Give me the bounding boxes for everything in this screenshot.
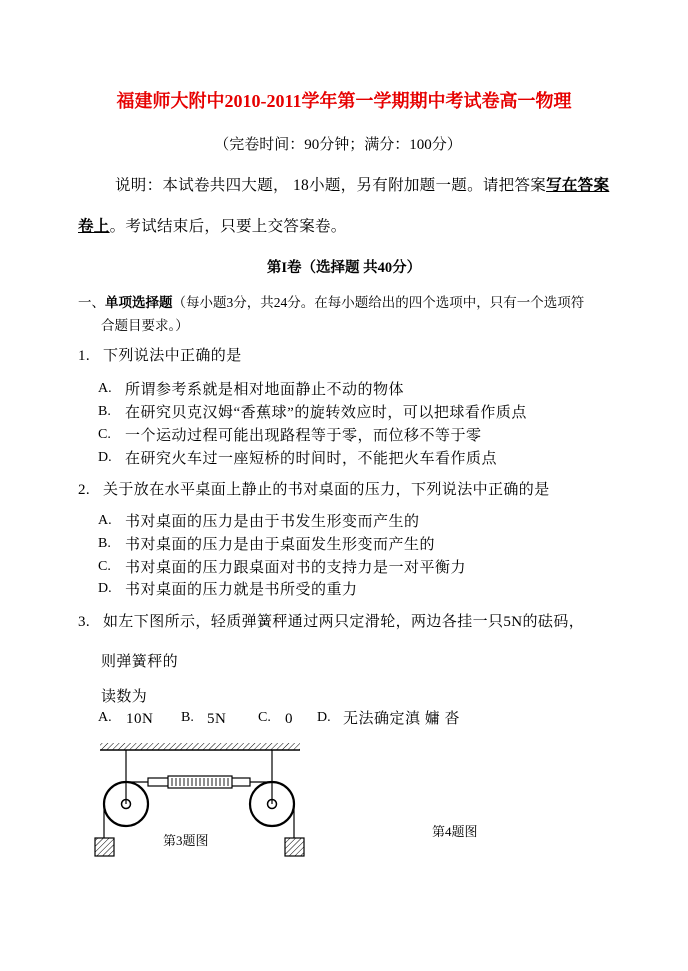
question-3-stem-cont-2: 读数为 <box>101 689 148 705</box>
option-text: 一个运动过程可能出现路程等于零，而位移不等于零 <box>125 428 482 444</box>
question-text: 如左下图所示，轻质弹簧秤通过两只定滑轮，两边各挂一只5N的砝码， <box>103 614 585 630</box>
question-text: 关于放在水平桌面上静止的书对桌面的压力，下列说法中正确的是 <box>103 482 550 498</box>
question-1-stem <box>78 347 242 365</box>
instructions-text-cont: 。考试结束后，只要上交答案卷。 <box>109 218 347 235</box>
question-3-stem <box>78 613 584 631</box>
right-weight <box>285 838 304 856</box>
question-text: 下列说法中正确的是 <box>103 348 242 364</box>
question-number: 1. <box>78 348 91 364</box>
option-letter: A. <box>98 710 112 725</box>
option-text: 书对桌面的压力是由于桌面发生形变而产生的 <box>125 537 436 553</box>
option-letter: C. <box>258 710 271 725</box>
instructions-emphasis-cont: 卷上 <box>78 218 110 235</box>
part-one-line-1 <box>78 294 584 312</box>
option-text: 0 <box>285 711 293 727</box>
option-letter: D. <box>98 581 112 596</box>
option-letter: B. <box>98 536 111 551</box>
option-letter: C. <box>98 559 111 574</box>
question-number: 2. <box>78 482 91 498</box>
option-letter: B. <box>181 710 194 725</box>
question-2-stem <box>78 481 550 499</box>
section-heading: 第I卷（选择题 共40分） <box>266 260 422 276</box>
option-letter: D. <box>317 710 331 725</box>
option-text: 书对桌面的压力是由于书发生形变而产生的 <box>125 514 420 530</box>
part-one-label: 一、 <box>78 295 105 310</box>
option-letter: A. <box>98 513 112 528</box>
option-letter: A. <box>98 381 112 396</box>
spring-scale-ticks <box>172 778 228 786</box>
ceiling-hatch <box>100 743 300 750</box>
part-one-desc: （每小题3分，共24分。在每小题给出的四个选项中，只有一个选项符 <box>172 295 585 310</box>
option-text: 无法确定滇 嫞 沓 <box>343 711 461 727</box>
part-one-title: 单项选择题 <box>105 295 173 310</box>
exam-title: 福建师大附中2010-2011学年第一学期期中考试卷高一物理 <box>116 91 572 111</box>
option-text: 书对桌面的压力就是书所受的重力 <box>125 582 358 598</box>
option-text: 10N <box>126 711 154 727</box>
option-text: 所谓参考系就是相对地面静止不动的物体 <box>125 382 405 398</box>
option-letter: D. <box>98 450 112 465</box>
option-text: 在研究火车过一座短桥的时间时，不能把火车看作质点 <box>125 451 498 467</box>
option-text: 5N <box>207 711 227 727</box>
instructions-line-2 <box>78 218 347 236</box>
question-3-stem-cont: 则弹簧秤的 <box>101 654 179 670</box>
option-text: 书对桌面的压力跟桌面对书的支持力是一对平衡力 <box>125 560 467 576</box>
figure-4-caption: 第4题图 <box>432 824 478 839</box>
part-one-line-2: 合题目要求。） <box>101 318 189 333</box>
question-number: 3. <box>78 614 91 630</box>
instructions-text: 说明：本试卷共四大题， 18小题，另有附加题一题。请把答案 <box>115 177 547 194</box>
option-text: 在研究贝克汉姆“香蕉球”的旋转效应时，可以把球看作质点 <box>125 405 527 421</box>
figure-3-caption: 第3题图 <box>163 833 209 848</box>
option-letter: C. <box>98 427 111 442</box>
left-weight <box>95 838 114 856</box>
instructions-line-1 <box>115 177 609 195</box>
exam-subtitle: （完卷时间：90分钟；满分：100分） <box>214 137 462 153</box>
option-letter: B. <box>98 404 111 419</box>
instructions-emphasis: 写在答案 <box>546 177 610 194</box>
